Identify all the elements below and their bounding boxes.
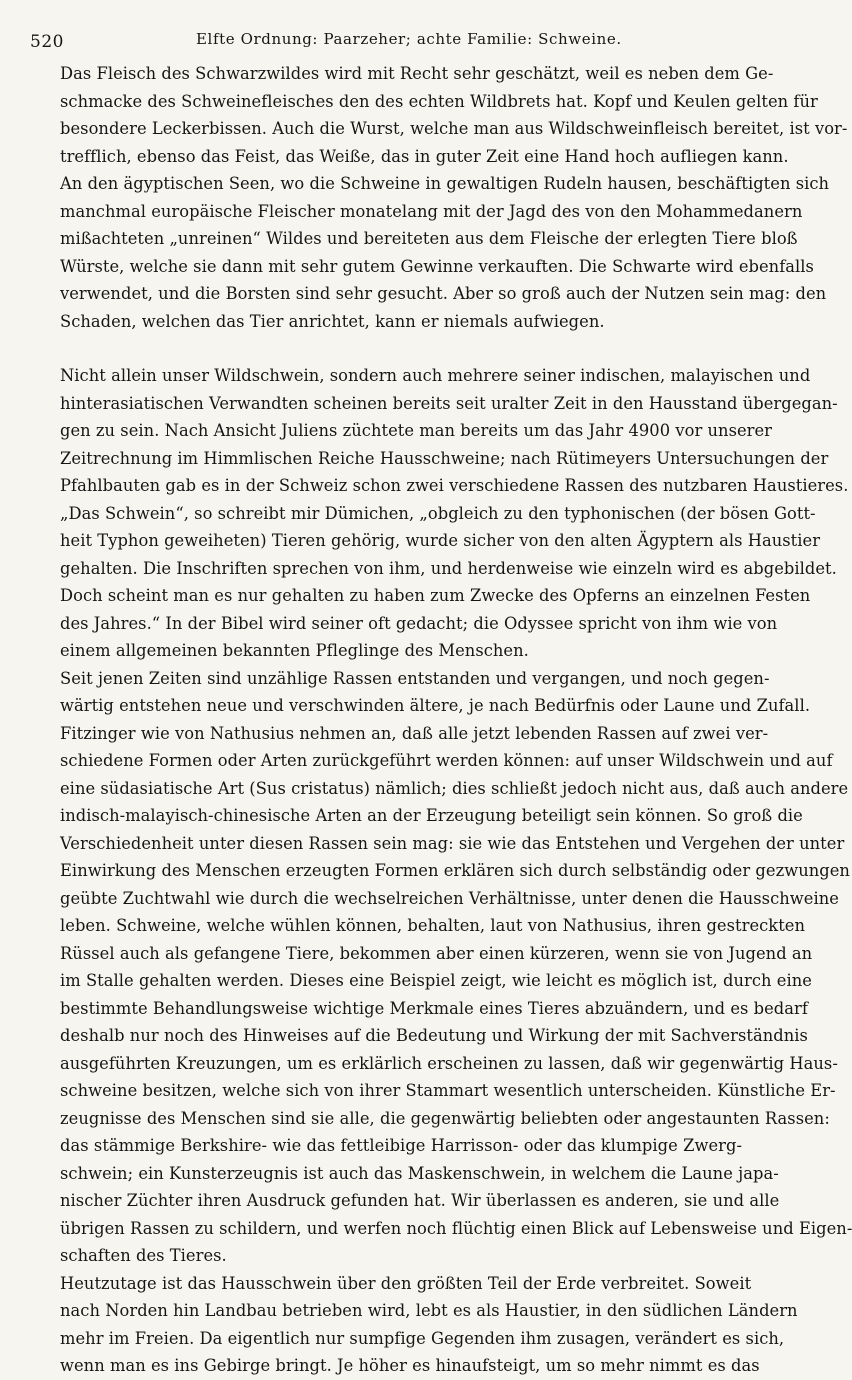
- text-line: manchmal europäische Fleischer monatelang mit der Jagd des von den Mohammedanern: [60, 201, 803, 221]
- text-line: Nicht allein unser Wildschwein, sondern auch mehrere seiner indischen, malayischen und: [60, 366, 811, 385]
- text-line: einem allgemeinen bekannten Pfleglinge des Menschen.: [60, 641, 529, 660]
- text-line: nach Norden hin Landbau betrieben wird, lebt es als Haustier, in den südlichen Ländern: [60, 1301, 798, 1320]
- text-line: des Jahres.“ In der Bibel wird seiner oft gedacht; die Odyssee spricht von ihm wie von: [60, 613, 778, 633]
- text-line: verwendet, und die Borsten sind sehr gesucht. Aber so groß auch der Nutzen sein mag: den: [60, 284, 827, 303]
- text-line: ausgeführten Kreuzungen, um es erklärlich erscheinen zu lassen, daß wir gegenwärtig Haus-: [60, 1053, 838, 1073]
- text-line: Einwirkung des Menschen erzeugten Formen erklären sich durch selbständig oder gezwungen: [60, 861, 850, 880]
- text-line: gehalten. Die Inschriften sprechen von ihm, und herdenweise wie einzeln wird es abgebildet.: [60, 558, 837, 578]
- text-line: leben. Schweine, welche wühlen können, behalten, laut von Nathusius, ihren gestreckten: [60, 916, 806, 935]
- text-line: mehr im Freien. Da eigentlich nur sumpfige Gegenden ihm zusagen, verändert es sich,: [60, 1328, 785, 1348]
- text-line: deshalb nur noch des Hinweises auf die Bedeutung und Wirkung der mit Sachverständnis: [60, 1026, 808, 1045]
- text-line: indisch-malayisch-chinesische Arten an der Erzeugung beteiligt sein können. So groß die: [60, 806, 803, 825]
- paragraph-4: [30, 1270, 798, 1380]
- text-line: schmacke des Schweinefleisches den des echten Wildbrets hat. Kopf und Keulen gelten für: [60, 91, 818, 111]
- text-line: nischer Züchter ihren Ausdruck gefunden hat. Wir überlassen es anderen, sie und alle: [60, 1191, 780, 1210]
- text-line: trefflich, ebenso das Feist, das Weiße, das in guter Zeit eine Hand hoch aufliegen kann.: [60, 146, 789, 166]
- page-header: [30, 26, 742, 56]
- text-line: Schaden, welchen das Tier anrichtet, kann er niemals aufwiegen.: [60, 311, 605, 331]
- text-line: wärtig entstehen neue und verschwinden ältere, je nach Bedürfnis oder Laune und Zufall.: [60, 696, 811, 715]
- text-line: übrigen Rassen zu schildern, und werfen noch flüchtig einen Blick auf Lebensweise und Eigen-: [60, 1218, 852, 1238]
- text-line: An den ägyptischen Seen, wo die Schweine in gewaltigen Rudeln hausen, beschäftigten sich: [60, 174, 830, 193]
- text-line: mißachteten „unreinen“ Wildes und bereiteten aus dem Fleische der erlegten Tiere bloß: [60, 229, 798, 248]
- paragraph-3: [30, 665, 852, 1270]
- text-line: Pfahlbauten gab es in der Schweiz schon zwei verschiedene Rassen des nutzbaren Haustieres.: [60, 476, 849, 495]
- text-line: gen zu sein. Nach Ansicht Juliens züchtete man bereits um das Jahr 4900 vor unserer: [60, 421, 773, 440]
- text-line: „Das Schwein“, so schreibt mir Dümichen, „obgleich zu den typhonischen (der bösen Gott-: [60, 503, 816, 523]
- body-text: [30, 60, 852, 1380]
- text-line: bestimmte Behandlungsweise wichtige Merkmale eines Tieres abzuändern, und es bedarf: [60, 998, 808, 1018]
- text-line: Rüssel auch als gefangene Tiere, bekommen aber einen kürzeren, wenn sie von Jugend an: [60, 943, 813, 963]
- text-line: schweine besitzen, welche sich von ihrer Stammart wesentlich unterscheiden. Künstliche Er-: [60, 1081, 836, 1100]
- paragraph-2: [30, 362, 849, 665]
- text-line: Verschiedenheit unter diesen Rassen sein mag: sie wie das Entstehen und Vergehen der unter: [60, 833, 845, 853]
- text-line: zeugnisse des Menschen sind sie alle, die gegenwärtig beliebten oder angestaunten Rassen:: [60, 1108, 830, 1128]
- text-line: schwein; ein Kunsterzeugnis ist auch das Maskenschwein, in welchem die Laune japa-: [60, 1163, 779, 1183]
- paragraph-1: [30, 60, 848, 335]
- text-line: Heutzutage ist das Hausschwein über den größten Teil der Erde verbreitet. Soweit: [60, 1273, 752, 1293]
- text-line: Zeitrechnung im Himmlischen Reiche Hausschweine; nach Rütimeyers Untersuchungen der: [60, 448, 829, 468]
- text-line: schiedene Formen oder Arten zurückgeführt werden können: auf unser Wildschwein und auf: [60, 751, 833, 770]
- text-line: hinterasiatischen Verwandten scheinen bereits seit uralter Zeit in den Hausstand übergegan-: [60, 393, 838, 413]
- text-line: besondere Leckerbissen. Auch die Wurst, welche man aus Wildschweinfleisch bereitet, ist vor-: [60, 119, 848, 138]
- text-line: eine südasiatische Art (Sus cristatus) nämlich; dies schließt jedoch nicht aus, daß auch andere: [60, 778, 849, 798]
- text-line: Fitzinger wie von Nathusius nehmen an, daß alle jetzt lebenden Rassen auf zwei ver-: [60, 723, 769, 743]
- text-line: im Stalle gehalten werden. Dieses eine Beispiel zeigt, wie leicht es möglich ist, durch eine: [60, 971, 812, 990]
- text-line: Das Fleisch des Schwarzwildes wird mit Recht sehr geschätzt, weil es neben dem Ge-: [60, 64, 774, 83]
- running-head: Elfte Ordnung: Paarzeher; achte Familie: Schweine.: [196, 30, 622, 48]
- text-line: das stämmige Berkshire- wie das fettleibige Harrisson- oder das klumpige Zwerg-: [60, 1136, 742, 1155]
- text-line: schaften des Tieres.: [60, 1246, 227, 1265]
- text-line: Doch scheint man es nur gehalten zu haben zum Zwecke des Opferns an einzelnen Festen: [60, 586, 811, 605]
- text-line: wenn man es ins Gebirge bringt. Je höher es hinaufsteigt, um so mehr nimmt es das: [60, 1356, 760, 1375]
- text-line: Würste, welche sie dann mit sehr gutem Gewinne verkauften. Die Schwarte wird ebenfalls: [60, 256, 814, 276]
- text-line: Seit jenen Zeiten sind unzählige Rassen entstanden und vergangen, und noch gegen-: [60, 668, 770, 688]
- text-line: heit Typhon geweiheten) Tieren gehörig, wurde sicher von den alten Ägyptern als Haustier: [60, 531, 821, 550]
- text-line: geübte Zuchtwahl wie durch die wechselreichen Verhältnisse, unter denen die Hausschweine: [60, 888, 839, 908]
- page-number: 520: [30, 32, 64, 52]
